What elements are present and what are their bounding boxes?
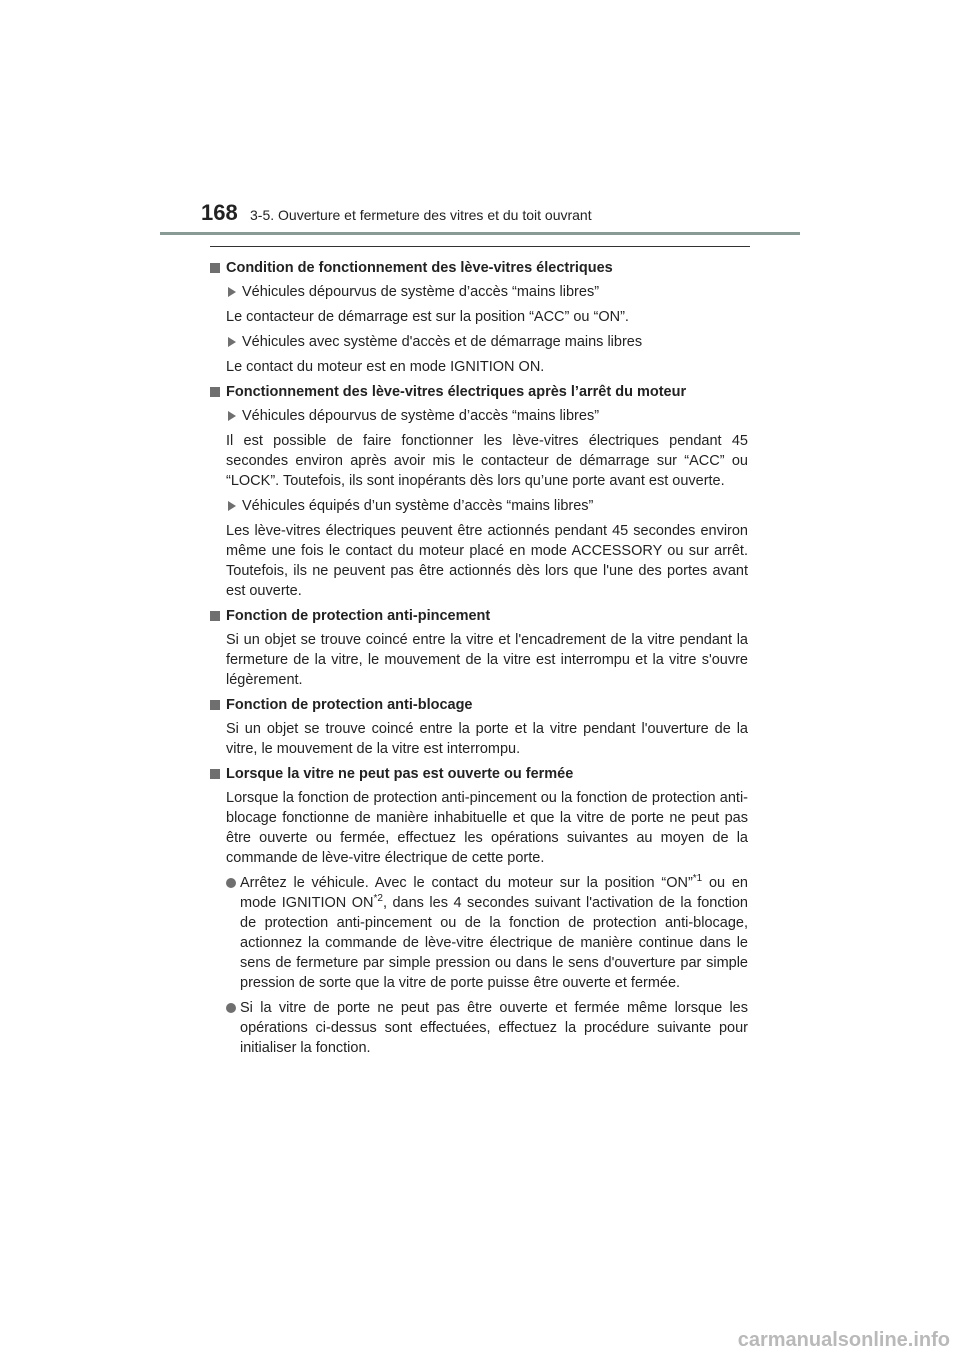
page-number: 168 [201,200,238,225]
paragraph: Si un objet se trouve coincé entre la vitre et l'encadrement de la vitre pendant la fermeture de la vitre, le mouvement de la vitre est interrompu et la vitre s'ouvre légèrement. [226,632,748,688]
section-title-text: Fonction de protection anti-blocage [226,697,473,713]
section-title [210,695,748,715]
section-body [210,406,748,601]
section-body [210,282,748,377]
triangle-bullet-icon [228,411,236,421]
bullet-text: , dans les 4 secondes suivant l'activation de la fonction de protection anti-pincement ou de la fonction de protection anti-blocage, actionnez la commande de lève-vitre électrique de manière continue dans le sens de fermeture par simple pression ou dans le sens d'ouverture par simple pression de sorte que la vitre de porte puisse être ouverte et fermée. [240,895,748,991]
bullet-text: Si la vitre de porte ne peut pas être ouverte et fermée même lorsque les opérations ci-dessus sont effectuées, effectuez la procédure suivante pour initialiser la fonction. [240,1000,748,1056]
section-title [210,764,748,784]
paragraph: Le contact du moteur est en mode IGNITION ON. [226,359,545,375]
chapter-title: 3-5. Ouverture et fermeture des vitres et du toit ouvrant [250,207,592,223]
section-body [210,719,748,759]
triangle-bullet-icon [228,501,236,511]
triangle-bullet-icon [228,287,236,297]
section-title-text: Lorsque la vitre ne peut pas est ouverte ou fermée [226,766,574,782]
section-anti-pinch [210,606,748,690]
page-content [210,258,748,1063]
header-rule [160,232,800,235]
section-title [210,258,748,278]
square-bullet-icon [210,769,220,779]
triangle-bullet-icon [228,337,236,347]
vehicle-type-text: Véhicules équipés d’un système d’accès “mains libres” [242,498,594,514]
section-title [210,382,748,402]
footnote-marker: *2 [373,893,383,905]
bullet-text: Arrêtez le véhicule. Avec le contact du moteur sur la position “ON” [240,875,693,891]
square-bullet-icon [210,387,220,397]
section-after-engine-stop [210,382,748,601]
section-rule [210,246,750,247]
round-bullet-icon [226,878,236,888]
vehicle-type [226,282,748,302]
vehicle-type [226,496,748,516]
procedure-bullet [226,998,748,1058]
section-title-text: Fonctionnement des lève-vitres électriques après l’arrêt du moteur [226,384,687,400]
paragraph: Lorsque la fonction de protection anti-pincement ou la fonction de protection anti-blocage fonctionne de manière inhabituelle et que la vitre de porte ne peut pas être ouverte ou fermée, effectuez les opérations suivantes au moyen de la commande de lève-vitre électrique de cette porte. [226,790,748,866]
square-bullet-icon [210,263,220,273]
paragraph: Si un objet se trouve coincé entre la porte et la vitre pendant l'ouverture de la vitre, le mouvement de la vitre est interrompu. [226,721,748,757]
section-window-stuck [210,764,748,1058]
vehicle-type [226,406,748,426]
footnote-marker: *1 [692,873,703,885]
vehicle-type-text: Véhicules dépourvus de système d’accès “mains libres” [242,408,600,424]
vehicle-type [226,332,748,352]
paragraph: Il est possible de faire fonctionner les lève-vitres électriques pendant 45 secondes environ après avoir mis le contacteur de démarrage sur “ACC” ou “LOCK”. Toutefois, ils sont inopérants dès lors qu’une porte avant est ouverte. [226,433,748,489]
page-header [0,0,960,240]
section-title-text: Condition de fonctionnement des lève-vitres électriques [226,260,613,276]
vehicle-type-text: Véhicules dépourvus de système d’accès “mains libres” [242,284,600,300]
section-anti-block [210,695,748,759]
paragraph: Les lève-vitres électriques peuvent être actionnés pendant 45 secondes environ même une fois le contact du moteur placé en mode ACCESSORY ou sur arrêt. Toutefois, ils ne peuvent pas être actionnés dès lors que l'une des portes avant est ouverte. [226,523,748,599]
watermark: carmanualsonline.info [737,1329,950,1351]
vehicle-type-text: Véhicules avec système d'accès et de démarrage mains libres [242,334,643,350]
round-bullet-icon [226,1003,236,1013]
square-bullet-icon [210,700,220,710]
section-title-text: Fonction de protection anti-pincement [226,608,491,624]
bullet-text: ou en mode IGNITION ON [240,875,748,911]
section-operating-condition [210,258,748,377]
square-bullet-icon [210,611,220,621]
paragraph: Le contacteur de démarrage est sur la position “ACC” ou “ON”. [226,309,629,325]
section-body [210,788,748,1058]
section-title [210,606,748,626]
procedure-bullet [226,873,748,993]
section-body [210,630,748,690]
